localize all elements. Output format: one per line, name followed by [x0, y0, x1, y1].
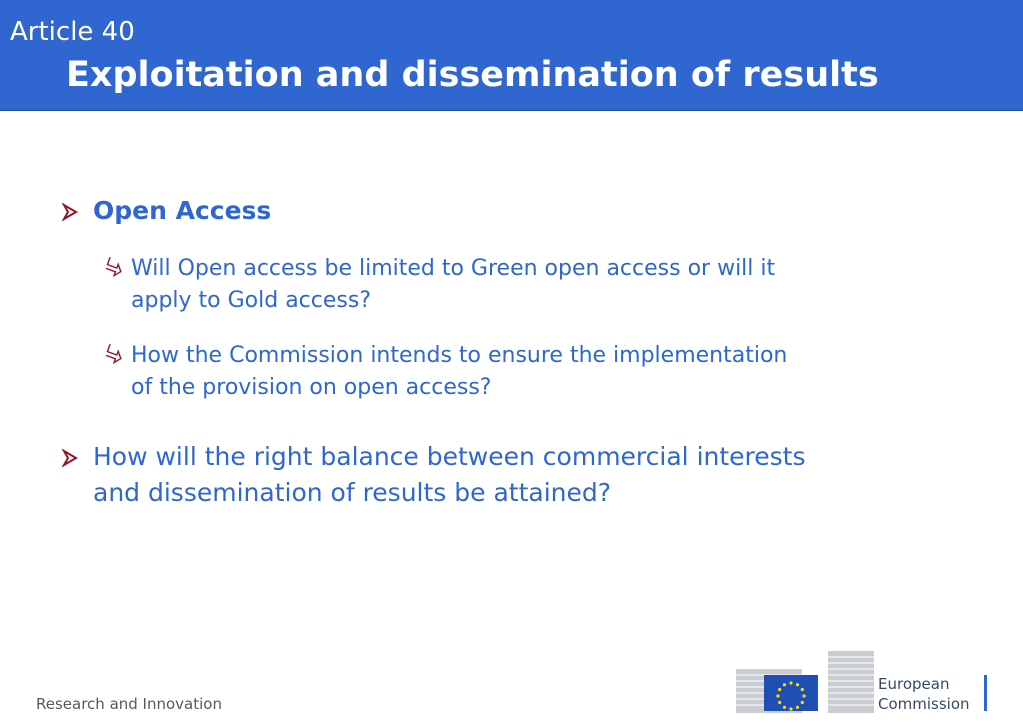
- title-bar: [0, 0, 1023, 111]
- bullet-line: How will the right balance between commercial interests: [93, 442, 806, 471]
- bullet-line: and dissemination of results be attained?: [93, 478, 612, 507]
- hollow-arrow-bullet-icon: [104, 344, 124, 368]
- arrowhead-bullet-icon: [62, 442, 78, 478]
- sub-bullet-line: apply to Gold access?: [131, 288, 372, 313]
- sub-bullet-line: How the Commission intends to ensure the implementation: [131, 343, 788, 368]
- logo-divider: [984, 675, 987, 711]
- bullet-open-access: Open Access: [93, 196, 272, 225]
- logo-wordmark: [878, 674, 970, 714]
- sub-bullet-line: of the provision on open access?: [131, 375, 492, 400]
- footer-program-label: Research and Innovation: [36, 695, 222, 713]
- hollow-arrow-bullet-icon: [104, 257, 124, 281]
- logo-line-european: European: [878, 675, 950, 693]
- article-number: Article 40: [10, 17, 135, 47]
- sub-bullet-line: Will Open access be limited to Green open access or will it: [131, 256, 776, 281]
- logo-line-commission: Commission: [878, 695, 970, 713]
- slide-title: Exploitation and dissemination of results: [66, 55, 879, 95]
- arrowhead-bullet-icon: [62, 196, 78, 232]
